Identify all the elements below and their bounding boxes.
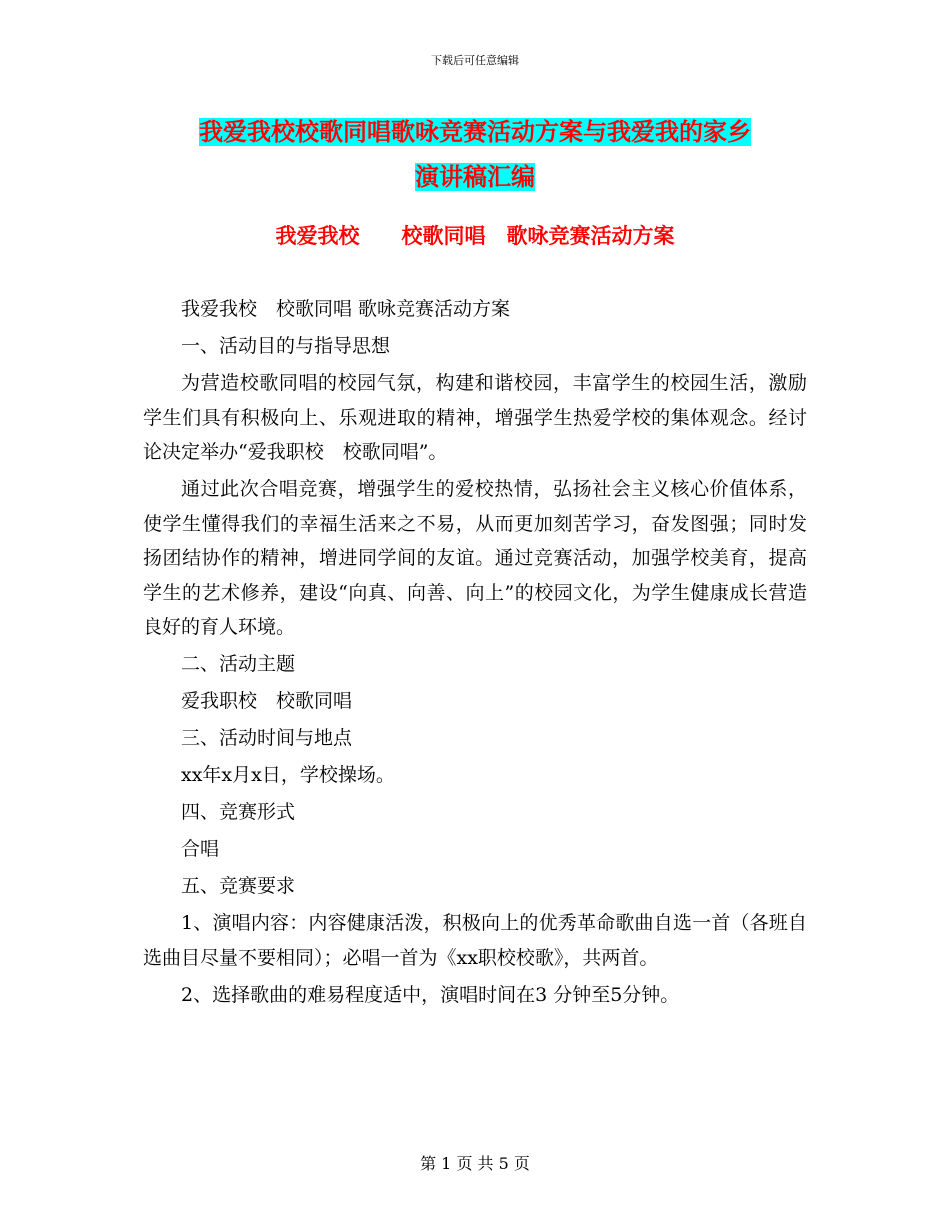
section-heading: 三、活动时间与地点 — [181, 727, 353, 749]
section-heading: 一、活动目的与指导思想 — [181, 335, 391, 357]
body-paragraph: 合唱 — [181, 838, 220, 860]
body-paragraph: 通过此次合唱竞赛，增强学生的爱校热情，弘扬社会主义核心价值体系，使学生懂得我们的幸福生活来之不易，从而更加刻苦学习，奋发图强；同时发扬团结协作的精神，增进同学间的友谊。通过竞赛活动，加强学校美育，提高学生的艺术修养，建设“向真、向善、向上”的校园文化，为学生健康成长营造良好的育人环境。 — [143, 478, 807, 638]
document-body — [143, 292, 807, 1015]
document-title-line1: 我爱我校校歌同唱歌咏竞赛活动方案与我爱我的家乡 — [199, 118, 751, 146]
section-subtitle: 我爱我校 校歌同唱 歌咏竞赛活动方案 — [275, 224, 675, 248]
body-paragraph: 爱我职校 校歌同唱 — [181, 690, 353, 712]
section-heading: 二、活动主题 — [181, 653, 296, 675]
page-number: 第 1 页 共 5 页 — [420, 1154, 530, 1173]
body-paragraph: 我爱我校 校歌同唱 歌咏竞赛活动方案 — [181, 298, 511, 320]
body-paragraph: 1、演唱内容：内容健康活泼，积极向上的优秀革命歌曲自选一首（各班自选曲目尽量不要相同）；必唱一首为《xx职校校歌》，共两首。 — [143, 912, 807, 969]
header-note: 下载后可任意编辑 — [431, 54, 519, 67]
section-heading: 五、竞赛要求 — [181, 875, 296, 897]
section-heading: 四、竞赛形式 — [181, 801, 296, 823]
document-title-line2: 演讲稿汇编 — [415, 163, 535, 191]
body-paragraph: 2、选择歌曲的难易程度适中，演唱时间在3 分钟至5分钟。 — [181, 983, 680, 1006]
document-title — [150, 110, 800, 200]
body-paragraph: 为营造校歌同唱的校园气氛，构建和谐校园，丰富学生的校园生活，激励学生们具有积极向上、乐观进取的精神，增强学生热爱学校的集体观念。经讨论决定举办“爱我职校 校歌同唱”。 — [143, 372, 807, 463]
body-paragraph: xx年x月x日，学校操场。 — [181, 764, 395, 786]
